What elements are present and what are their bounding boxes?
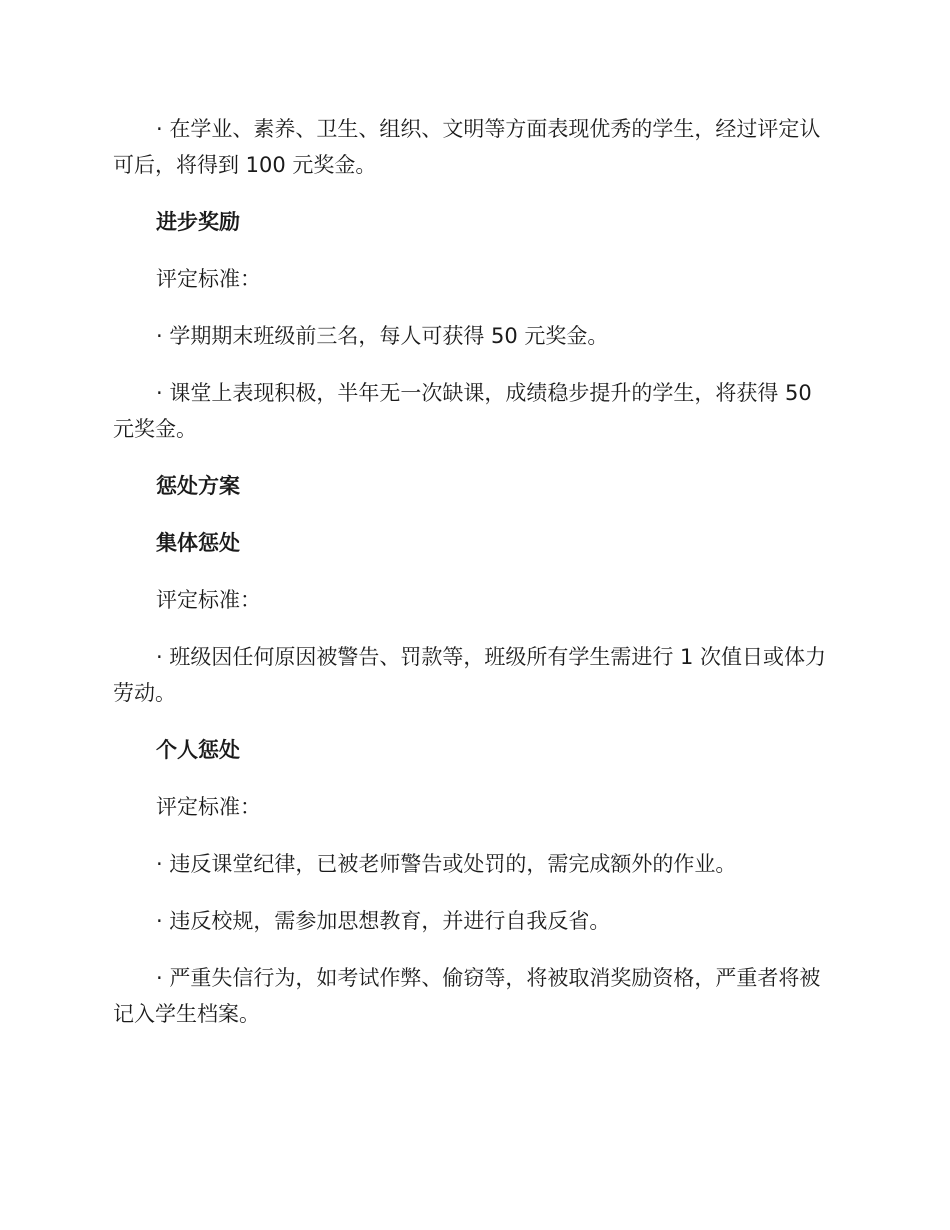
award-excellence-paragraph: · 在学业、素养、卫生、组织、文明等方面表现优秀的学生，经过评定认可后，将得到 100 元奖金。 [113, 117, 821, 177]
collective-punishment-paragraph: · 班级因任何原因被警告、罚款等，班级所有学生需进行 1 次值日或体力劳动。 [113, 645, 827, 705]
progress-top-three-paragraph: · 学期期末班级前三名，每人可获得 50 元奖金。 [156, 324, 609, 348]
individual-punishment-heading: 个人惩处 [156, 738, 240, 762]
progress-criteria-label: 评定标准： [156, 267, 261, 291]
classroom-discipline-paragraph: · 违反课堂纪律，已被老师警告或处罚的，需完成额外的作业。 [156, 852, 737, 876]
punishment-plan-heading: 惩处方案 [156, 474, 240, 498]
progress-attendance-paragraph: · 课堂上表现积极，半年无一次缺课，成绩稳步提升的学生，将获得 50 元奖金。 [113, 381, 812, 441]
collective-punishment-heading: 集体惩处 [156, 531, 240, 555]
serious-dishonesty-paragraph: · 严重失信行为，如考试作弊、偷窃等，将被取消奖励资格，严重者将被记入学生档案。 [113, 966, 821, 1026]
school-rules-paragraph: · 违反校规，需参加思想教育，并进行自我反省。 [156, 909, 611, 933]
progress-award-heading: 进步奖励 [156, 210, 240, 234]
collective-criteria-label: 评定标准： [156, 588, 261, 612]
individual-criteria-label: 评定标准： [156, 795, 261, 819]
